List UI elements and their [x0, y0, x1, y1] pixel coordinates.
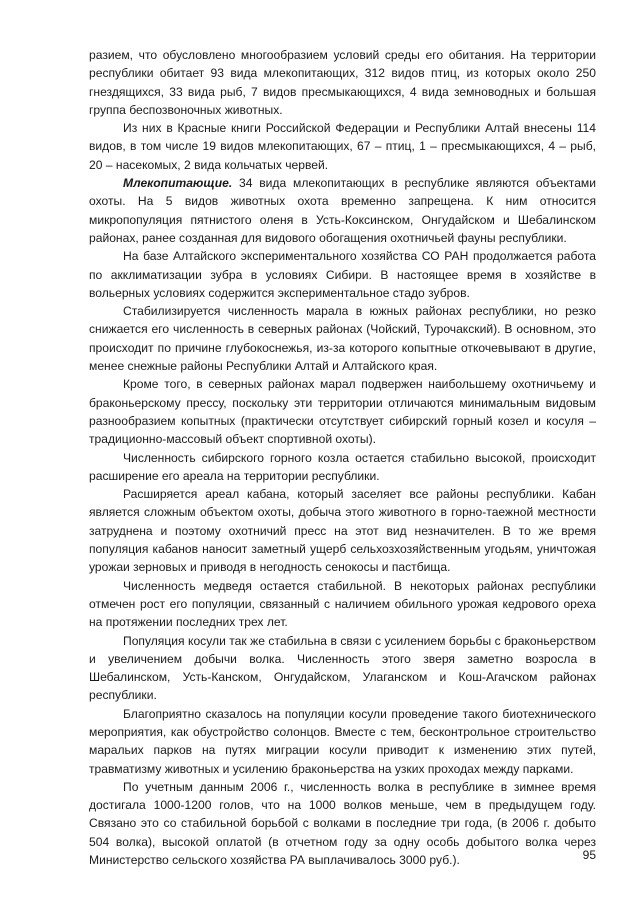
section-heading-mammals: Млекопитающие.	[123, 176, 233, 191]
paragraph-8: Расширяется ареал кабана, который заселяет все районы республики. Кабан является сложным объектом охоты, добыча этого животного в горно-таежной местности затруднена и поэтому охотничий пресс на этот вид незначителен. В то же время популяция кабанов наносит заметный ущерб сельхозхозяйственным угодьям, уничтожая урожаи зерновых и приводя в негодность сенокосы и пастбища.	[89, 487, 596, 575]
paragraph-1: разием, что обусловлено многообразием условий среды его обитания. На территории республики обитает 93 вида млекопитающих, 312 видов птиц, из которых около 250 гнездящихся, 33 вида рыб, 7 видов пресмыкающихся, 4 вида земноводных и большая группа беспозвоночных животных.	[89, 48, 596, 117]
paragraph-6: Кроме того, в северных районах марал подвержен наибольшему охотничьему и браконьерскому прессу, поскольку эти территории отличаются минимальным видовым разнообразием копытных (практически отсутствует сибирский горный козел и косуля – традиционно-массовый объект спортивной охоты).	[89, 377, 596, 447]
paragraph-10: Популяция косули так же стабильна в связи с усилением борьбы с браконьерством и увеличением добычи волка. Численность этого зверя заметно возросла в Шебалинском, Усть-Канском, Онгудайском, Улаганском и Кош-Агачском районах республики.	[89, 633, 596, 703]
paragraph-11: Благоприятно сказалось на популяции косули проведение такого биотехнического мероприятия, как обустройство солонцов. Вместе с тем, бесконтрольное строительство маральих парков на путях миграции косули приводит к изменению этих путей, травматизму животных и усилению браконьерства на узких проходах между парками.	[89, 706, 596, 776]
paragraph-5: Стабилизируется численность марала в южных районах республики, но резко снижается его численность в северных районах (Чойский, Турочакский). В основном, это происходит по причине глубокоснежья, из-за которого копытные откочевывают в другие, менее снежные районы Республики Алтай и Алтайского края.	[89, 304, 596, 374]
page-number: 95	[582, 848, 596, 862]
paragraph-2: Из них в Красные книги Российской Федерации и Республики Алтай внесены 114 видов, в том числе 19 видов млекопитающих, 67 – птиц, 1 – пресмыкающихся, 4 – рыб, 20 – насекомых, 2 вида кольчатых червей.	[89, 121, 596, 172]
paragraph-4: На базе Алтайского экспериментального хозяйства СО РАН продолжается работа по акклиматизации зубра в условиях Сибири. В настоящее время в хозяйстве в вольерных условиях содержится экспериментальное стадо зубров.	[89, 249, 596, 300]
paragraph-3-text: 34 вида млекопитающих в республике являются объектами охоты. На 5 видов животных охота временно запрещена. К ним относится микропопуляция пятнистого оленя в Усть-Коксинском, Онгудайском и Шебалинском районах, ранее созданная для видового обогащения охотничьей фауны республики.	[89, 176, 596, 245]
paragraph-12: По учетным данным 2006 г., численность волка в республике в зимнее время достигала 1000-1200 голов, что на 1000 волков меньше, чем в предыдущем году. Связано это со стабильной борьбой с волками в последние три года, (в 2006 г. добыто 504 волка), высокой оплатой (в отчетном году за одну особь добытого волка через Министерство сельского хозяйства РА выплачивалось 3000 руб.).	[89, 779, 596, 868]
paragraph-9: Численность медведя остается стабильной. В некоторых районах республики отмечен рост его популяции, связанный с наличием обильного урожая кедрового ореха на протяжении последних трех лет.	[89, 578, 596, 630]
paragraph-7: Численность сибирского горного козла остается стабильно высокой, происходит расширение его ареала на территории республики.	[89, 450, 596, 483]
paragraph-3-mammals	[89, 174, 596, 247]
body-text	[89, 46, 596, 869]
